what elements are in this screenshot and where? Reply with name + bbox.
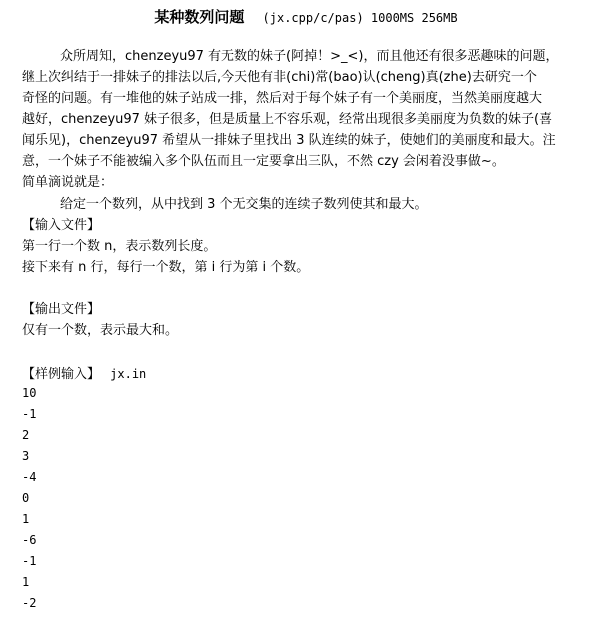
sample-value: -2 (22, 596, 37, 610)
output-line-1: 仅有一个数，表示最大和。 (22, 323, 179, 338)
summary-label: 简单滴说就是： (22, 175, 114, 190)
sample-value: 1 (22, 512, 30, 526)
summary-text: 给定一个数列，从中找到 3 个无交集的连续子数列使其和最大。 (60, 197, 428, 212)
sample-value: -1 (22, 554, 37, 568)
description-line: 众所周知，chenzeyu97 有无数的妹子(阿掉！>_<)，而且他还有很多恶趣味的问题， (60, 49, 559, 64)
sample-value: 0 (22, 491, 30, 505)
output-section-header: 【输出文件】 (22, 302, 101, 317)
sample-value: -4 (22, 470, 37, 484)
sample-value: 2 (22, 428, 30, 442)
description-line: 闻乐见)，chenzeyu97 希望从一排妹子里找出 3 队连续的妹子，使她们的美丽度和最大。注 (22, 133, 556, 148)
description-line: 奇怪的问题。有一堆他的妹子站成一排，然后对于每个妹子有一个美丽度，当然美丽度越大 (22, 91, 543, 106)
description-line: 继上次纠结于一排妹子的排法以后,今天他有非(chi)常(bao)认(cheng)真(zhe)去研究一个 (22, 70, 537, 85)
problem-name: 某种数列问题 (154, 8, 245, 26)
description-line: 意，一个妹子不能被编入多个队伍而且一定要拿出三队，不然 czy 会闲着没事做~。 (22, 154, 505, 169)
input-section-header: 【输入文件】 (22, 218, 101, 233)
description-line: 越好，chenzeyu97 妹子很多，但是质量上不容乐观，经常出现很多美丽度为负数的妹子(喜 (22, 112, 553, 127)
problem-limits: (jx.cpp/c/pas) 1000MS 256MB (262, 11, 458, 25)
sample-value: 1 (22, 575, 30, 589)
input-line-1: 第一行一个数 n，表示数列长度。 (22, 239, 217, 254)
sample-value: -1 (22, 407, 37, 421)
sample-input-header (22, 364, 594, 385)
problem-description (22, 46, 588, 172)
problem-title (0, 6, 612, 27)
sample-input-filename: jx.in (110, 367, 147, 381)
sample-value: 3 (22, 449, 30, 463)
sample-value: -6 (22, 533, 37, 547)
sample-value: 10 (22, 386, 37, 400)
input-line-2: 接下来有 n 行，每行一个数，第 i 行为第 i 个数。 (22, 260, 310, 275)
sample-input-label: 【样例输入】 (22, 367, 101, 382)
